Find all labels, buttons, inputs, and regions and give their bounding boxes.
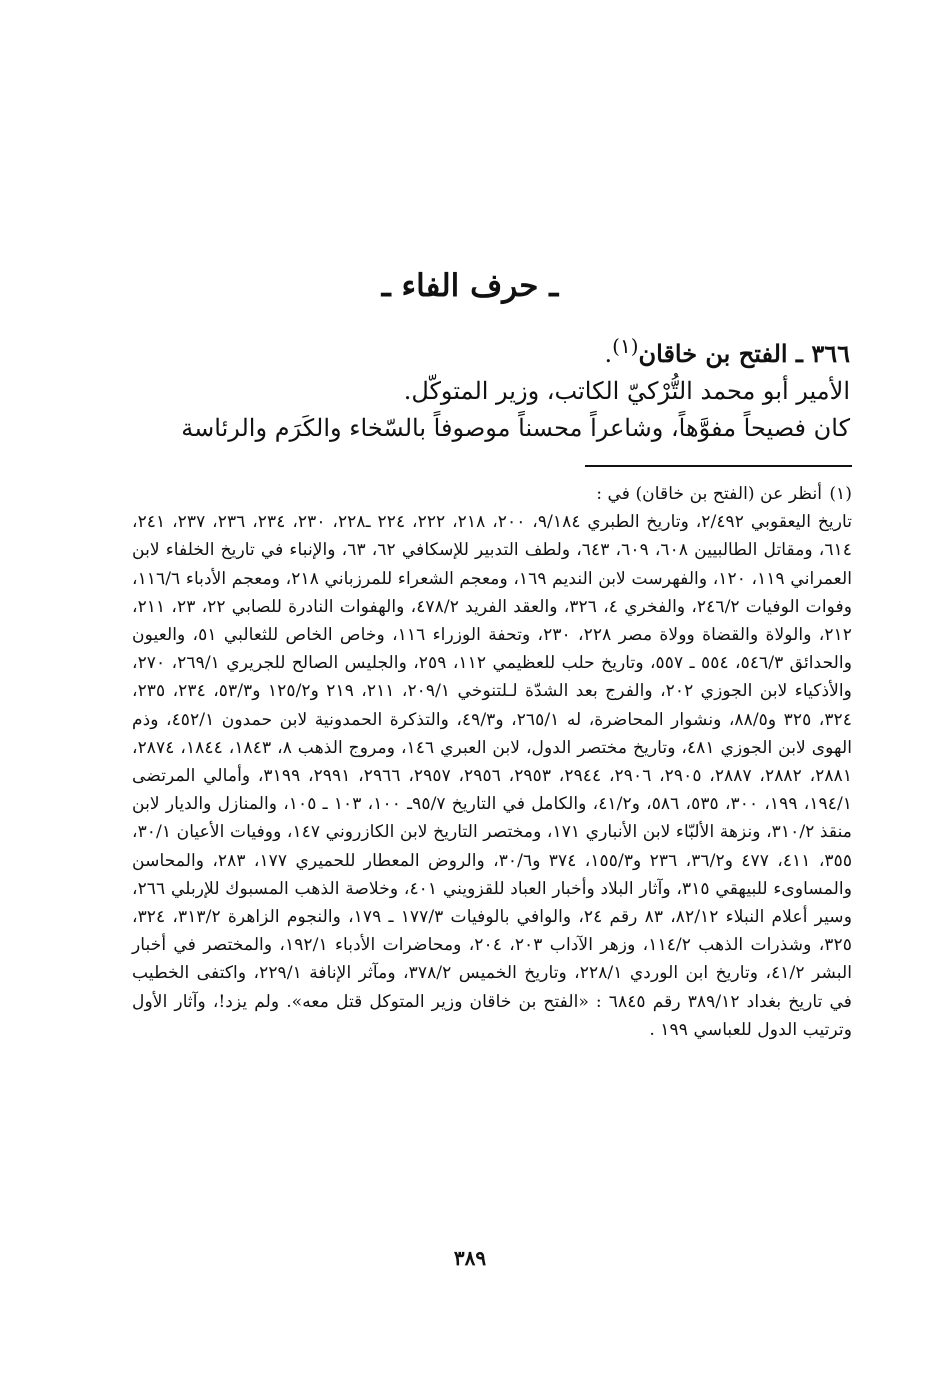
entry-title: ٣٦٦ ـ الفتح بن خاقان [638,339,850,368]
page-number: ٣٨٩ [453,1246,487,1270]
footnote-intro: أنظر عن (الفتح بن خاقان) في : [596,484,822,504]
entry-title-end: . [604,340,613,368]
section-title: ـ حرف الفاء ـ [381,268,559,304]
footnote-heading [132,480,852,508]
footnote-body: تاريخ اليعقوبي ٢/٤٩٢، وتاريخ الطبري ٩/١٨٤، ٢٠٠، ٢١٨، ٢٢٢، ٢٢٤ ـ٢٢٨، ٢٣٠، ٢٣٤، ٢٣٦، ٢٣٧، ٢٤١، ٦١٤، ومقاتل الطالبيين ٦٠٨، ٦٠٩، ٦٤٣، ولطف التدبير للإسكافي ٦٢، ٦٣، والإنباء في تاريخ الخلفاء لابن العمراني ١١٩، ١٢٠، والفهرست لابن النديم ١٦٩، ومعجم الشعراء للمرزباني ٢١٨، ومعجم الأدباء ١١٦/٦، وفوات الوفيات ٢٤٦/٢، والفخري ٤، ٣٢٦، والعقد الفريد ٤٧٨/٢، والهفوات النادرة للصابي ٢٢، ٢٣، ٢١١، ٢١٢، والولاة والقضاة وولاة مصر ٢٢٨، ٢٣٠، وتحفة الوزراء ١١٦، وخاص الخاص للثعالبي ٥١، والعيون والحدائق ٥٤٦/٣، ٥٥٤ ـ ٥٥٧، وتاريخ حلب للعظيمي ١١٢، ٢٥٩، والجليس الصالح للجريري ٢٦٩/١، ٢٧٠، والأذكياء لابن الجوزي ٢٠٢، والفرج بعد الشدّة لـلتنوخي ٢٠٩/١، ٢١١، ٢١٩ و١٢٥/٢ و٥٣/٣، ٢٣٤، ٢٣٥، ٣٢٤، ٣٢٥ و٨٨/٥، ونشوار المحاضرة، له ٢٦٥/١، و٤٩/٣، والتذكرة الحمدونية لابن حمدون ٤٥٢/١، وذم الهوى لابن الجوزي ٤٨١، وتاريخ مختصر الدول، لابن العبري ١٤٦، ومروج الذهب ٨، ١٨٤٣، ١٨٤٤، ٢٨٧٤، ٢٨٨١، ٢٨٨٢، ٢٨٨٧، ٢٩٠٥، ٢٩٠٦، ٢٩٤٤، ٢٩٥٣، ٢٩٥٦، ٢٩٥٧، ٢٩٦٦، ٢٩٩١، ٣١٩٩، وأمالي المرتضى ١٩٤/١، ١٩٩، ٣٠٠، ٥٣٥، ٥٨٦، و٤١/٢، والكامل في التاريخ ٩٥/٧ـ ١٠٠، ١٠٣ ـ ١٠٥، والمنازل والديار لابن منقذ ٣١٠/٢، ونزهة الألبّاء لابن الأنباري ١٧١، ومختصر التاريخ لابن الكازروني ١٤٧، ووفيات الأعيان ٣٠/١، ٣٥٥، ٤١١، ٤٧٧ و٣٦/٢، ٢٣٦ و١٥٥/٣، ٣٧٤ و٣٠/٦، والروض المعطار للحميري ١٧٧، ٢٨٣، والمحاسن والمساوىء للبيهقي ٣١٥، وآثار البلاد وأخبار العباد للقزويني ٤٠١، وخلاصة الذهب المسبوك للإربلي ٢٦٦، وسير أعلام النبلاء ٨٢/١٢، ٨٣ رقم ٢٤، والوافي بالوفيات ١٧٧/٣ ـ ١٧٩، والنجوم الزاهرة ٣١٣/٢، ٣٢٤، ٣٢٥، وشذرات الذهب ١١٤/٢، وزهر الآداب ٢٠٣، ٢٠٤، ومحاضرات الأدباء ١٩٢/١، والمختصر في أخبار البشر ٤١/٢، وتاريخ ابن الوردي ٢٢٨/١، وتاريخ الخميس ٣٧٨/٢، ومآثر الإنافة ٢٢٩/١، واكتفى الخطيب في تاريخ بغداد ٣٨٩/١٢ رقم ٦٨٤٥ : «الفتح بن خاقان وزير المتوكل قتل معه». ولم يزد!، وآثار الأول وترتيب الدول للعباسي ١٩٩ . [132,512,853,1040]
entry-line-1: الأمير أبو محمد التُّرْكيّ الكاتب، وزير المتوكّل. [403,377,850,405]
footnotes [132,480,852,1044]
footnote-marker: (١) [829,484,852,504]
footnote-divider [585,465,852,467]
entry-heading [132,328,850,373]
main-text [132,328,850,447]
footnote-reference: (١) [612,334,639,358]
entry-line-2: كان فصيحاً مفوَّهاً، وشاعراً محسناً موصوفاً بالسّخاء والكَرَم والرئاسة [181,414,850,442]
